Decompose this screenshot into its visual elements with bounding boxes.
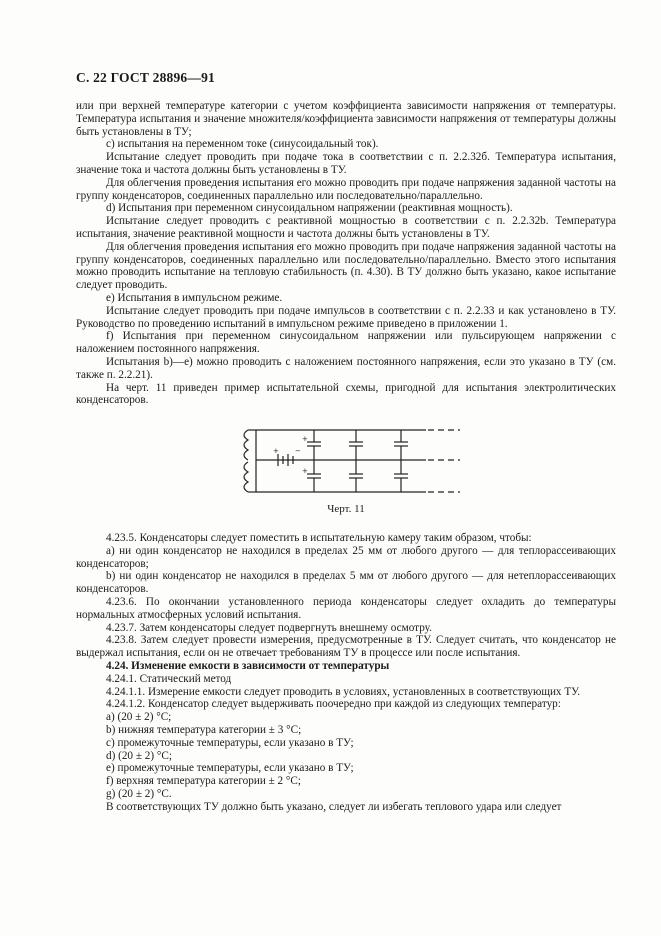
list-item: c) промежуточные температуры, если указано в ТУ; xyxy=(106,736,354,749)
section-heading: 4.24. Изменение емкости в зависимости от температуры xyxy=(106,659,390,672)
list-item: f) верхняя температура категории ± 2 °C; xyxy=(106,775,301,788)
capacitor-column-1 xyxy=(307,430,321,492)
svg-text:+: + xyxy=(302,435,308,443)
page-header: С. 22 ГОСТ 28896—91 xyxy=(76,70,215,85)
paragraph: Испытание следует проводить с реактивной мощностью в соответствии с п. 2.2.32b. Температура испытания, значение реактивной мощности и частота должны быть установлены в ТУ. xyxy=(76,215,616,240)
paragraph: Для облегчения проведения испытания его можно проводить при подаче напряжения заданной частоты на группу конденсаторов, соединенных параллельно или последовательно/параллельно. xyxy=(76,176,616,202)
body-text-bottom xyxy=(76,532,616,814)
transformer-coil-bottom xyxy=(244,462,248,492)
paragraph: Для облегчения проведения испытания его можно проводить при подаче напряжения заданной частоты на группу конденсаторов, соединенных параллельно или последовательно/параллельно. Вместо этого испытания можно проводить испытание на тепловую стабильность (п. 4.30). В ТУ должно быть указано, какое испытание следует проводить. xyxy=(76,240,616,292)
svg-text:+: + xyxy=(302,467,308,475)
paragraph: 4.23.5. Конденсаторы следует поместить в испытательную камеру таким образом, чтобы: xyxy=(106,532,532,544)
paragraph: Испытания b)—e) можно проводить с наложением постоянного напряжения, если это указано в ТУ (см. также п. 2.2.21). xyxy=(76,355,616,381)
paragraph: На черт. 11 приведен пример испытательной схемы, пригодной для испытания электролитических конденсаторов. xyxy=(76,381,616,407)
list-item: g) (20 ± 2) °C. xyxy=(106,787,172,800)
list-item: e) промежуточные температуры, если указано в ТУ; xyxy=(106,762,354,775)
paragraph: Испытание следует проводить при подаче тока в соответствии с п. 2.2.32б. Температура испытания, значение тока и частота должны быть установлены в ТУ. xyxy=(76,151,616,176)
paragraph: b) ни один конденсатор не находился в пределах 5 мм от любого другого — для нетеплорассеивающих конденсаторов. xyxy=(76,570,616,596)
paragraph: 4.24.1.2. Конденсатор следует выдерживать поочередно при каждой из следующих температур: xyxy=(106,698,561,711)
figure-caption: Черт. 11 xyxy=(327,503,365,515)
paragraph: f) Испытания при переменном синусоидальном напряжении или пульсирующем напряжении с наложением постоянного напряжения. xyxy=(76,330,616,356)
capacitor-column-3 xyxy=(394,430,408,492)
paragraph: 4.24.1.1. Измерение емкости следует проводить в условиях, установленных в соответствующих ТУ. xyxy=(106,685,581,698)
body-text-top xyxy=(76,100,616,407)
paragraph: 4.23.6. По окончании установленного периода конденсаторы следует охладить до температуры нормальных атмосферных условий испытания. xyxy=(76,595,616,621)
paragraph: c) испытания на переменном токе (синусоидальный ток). xyxy=(106,138,379,151)
paragraph: 4.23.8. Затем следует провести измерения, предусмотренные в ТУ. Следует считать, что конденсатор не выдержал испытания, если он не отвечает требованиям ТУ в процессе или после испытания. xyxy=(76,634,616,660)
paragraph: a) ни один конденсатор не находился в пределах 25 мм от любого другого — для теплорассеивающих конденсаторов; xyxy=(76,544,616,570)
paragraph: 4.23.7. Затем конденсаторы следует подвергнуть внешнему осмотру. xyxy=(106,621,432,634)
paragraph: В соответствующих ТУ должно быть указано, следует ли избегать теплового удара или следует xyxy=(106,800,562,813)
paragraph: Испытание следует проводить при подаче импульсов в соответствии с п. 2.2.33 и как установлено в ТУ. Руководство по проведению испытаний в импульсном режиме приведено в приложении 1. xyxy=(76,304,616,330)
svg-text:+: + xyxy=(273,447,279,455)
paragraph: 4.24.1. Статический метод xyxy=(106,672,232,685)
paragraph: e) Испытания в импульсном режиме. xyxy=(106,291,283,304)
list-item: d) (20 ± 2) °C; xyxy=(106,749,172,762)
paragraph: или при верхней температуре категории с учетом коэффициента зависимости напряжения от температуры. Температура испытания и значение множителя/коэффициента зависимости напряжения от температуры должны быть установлены в ТУ; xyxy=(76,100,616,138)
circuit-schematic xyxy=(76,420,616,500)
capacitor-column-2 xyxy=(349,430,363,492)
svg-text:−: − xyxy=(295,447,301,455)
transformer-coil-top xyxy=(244,430,248,460)
list-item: b) нижняя температура категории ± 3 °C; xyxy=(106,723,302,736)
list-item: a) (20 ± 2) °C; xyxy=(106,711,172,724)
paragraph: d) Испытания при переменном синусоидальном напряжении (реактивная мощность). xyxy=(106,202,513,215)
